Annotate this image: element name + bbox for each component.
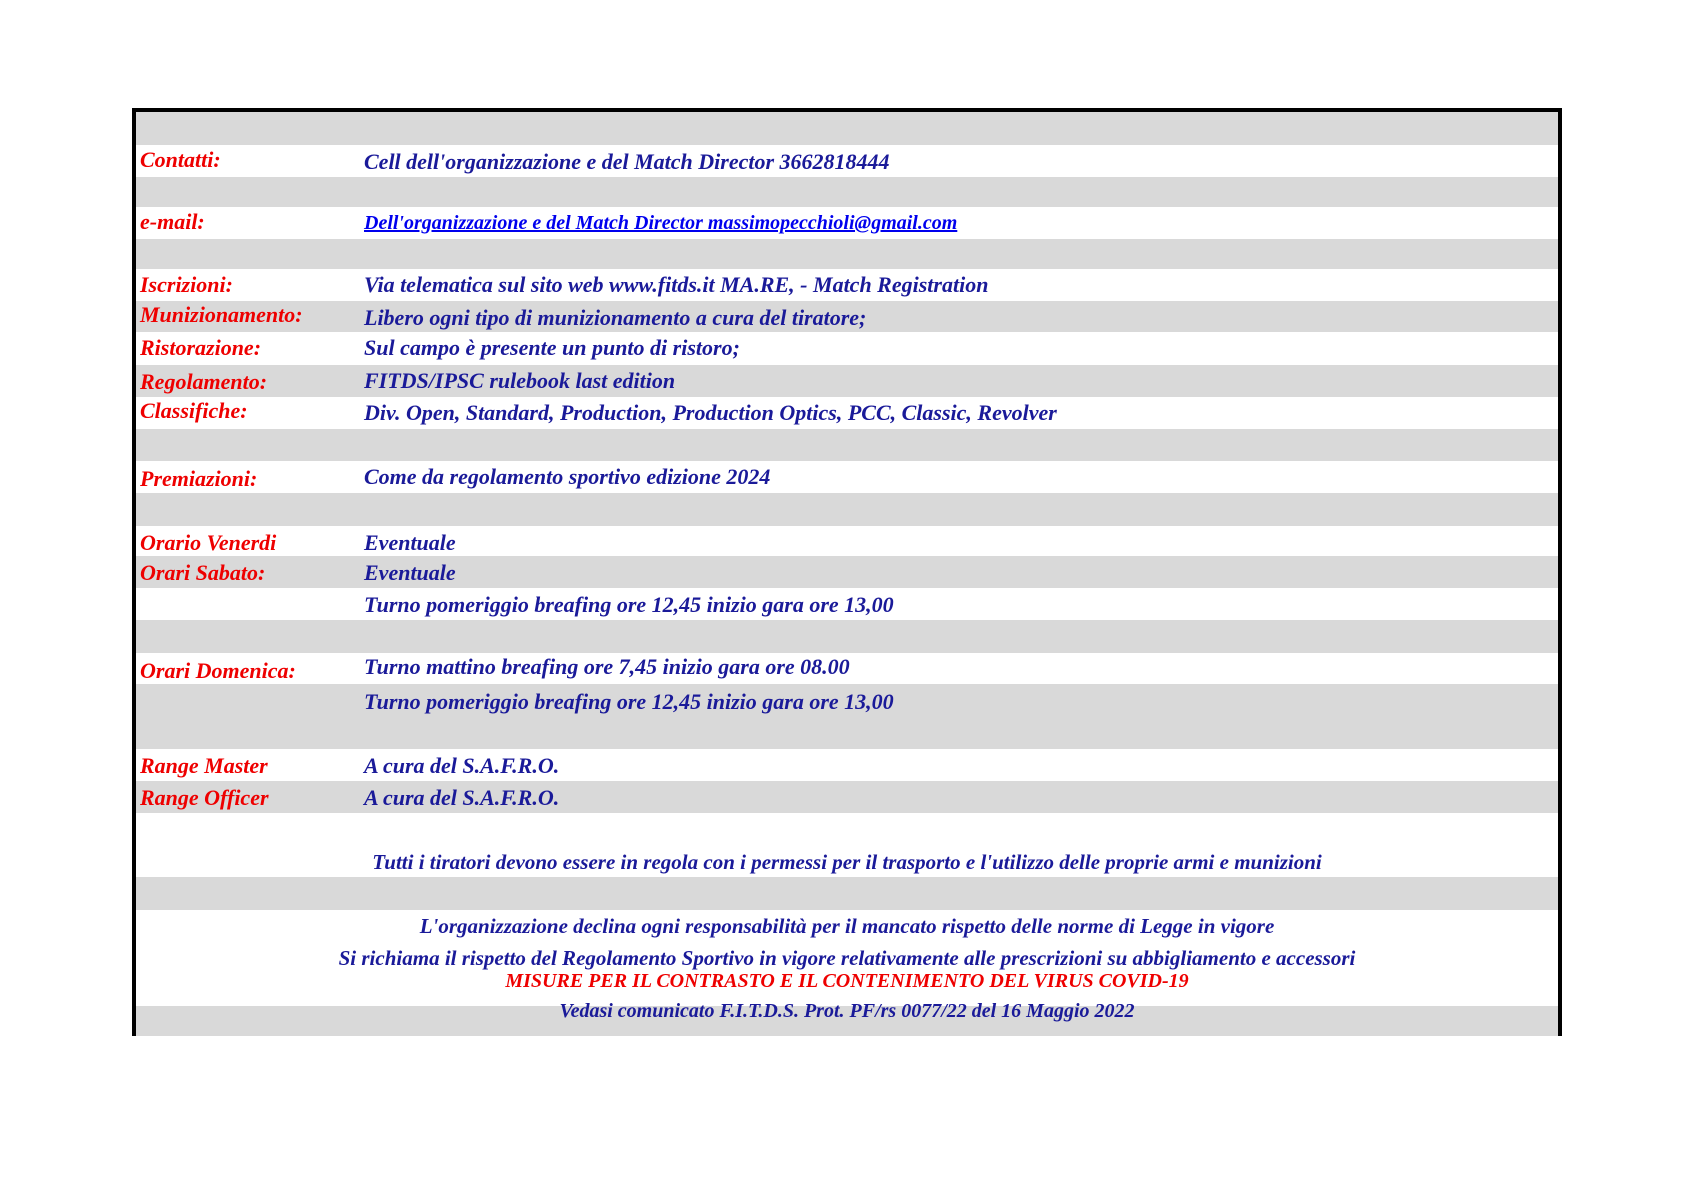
range-officer-row <box>136 781 1558 813</box>
registration-row <box>136 269 1558 301</box>
friday-row <box>136 526 1558 556</box>
range-master-value: A cura del S.A.F.R.O. <box>364 753 560 778</box>
notice-line: Si richiama il rispetto del Regolamento Sportivo in vigore relativamente alle prescrizioni su abbigliamento e accessori <box>338 946 1356 970</box>
covid-section <box>132 968 1562 1032</box>
covid-title: MISURE PER IL CONTRASTO E IL CONTENIMENTO DEL VIRUS COVID-19 <box>505 970 1189 992</box>
sunday-row <box>136 653 1558 684</box>
catering-label: Ristorazione: <box>140 335 262 360</box>
email-label: e-mail: <box>140 209 205 234</box>
saturday-label: Orari Sabato: <box>140 560 266 585</box>
ammunition-row <box>136 301 1558 332</box>
email-link[interactable]: Dell'organizzazione e del Match Director massimopecchioli@gmail.com <box>364 212 958 234</box>
saturday-row <box>136 556 1558 588</box>
saturday-afternoon-value: Turno pomeriggio breafing ore 12,45 inizio gara ore 13,00 <box>364 592 894 617</box>
spacer-row <box>136 429 1558 461</box>
saturday-afternoon-row <box>136 588 1558 620</box>
rules-row <box>136 365 1558 397</box>
range-master-label: Range Master <box>140 753 268 778</box>
registration-value: Via telematica sul sito web www.fitds.it MA.RE, - Match Registration <box>364 272 989 297</box>
contacts-value: Cell dell'organizzazione e del Match Director 3662818444 <box>364 149 890 174</box>
saturday-value: Eventuale <box>364 560 456 585</box>
spacer-row <box>136 177 1558 207</box>
sunday-label: Orari Domenica: <box>140 658 296 683</box>
rules-value: FITDS/IPSC rulebook last edition <box>364 368 676 393</box>
rankings-value: Div. Open, Standard, Production, Production Optics, PCC, Classic, Revolver <box>364 400 1057 425</box>
email-row <box>136 207 1558 239</box>
catering-value: Sul campo è presente un punto di ristoro; <box>364 335 740 360</box>
covid-note: Vedasi comunicato F.I.T.D.S. Prot. PF/rs 0077/22 del 16 Maggio 2022 <box>559 1000 1135 1022</box>
range-officer-value: A cura del S.A.F.R.O. <box>364 785 560 810</box>
spacer-row <box>136 239 1558 269</box>
ammunition-label: Munizionamento: <box>140 302 303 327</box>
rankings-label: Classifiche: <box>140 398 248 423</box>
catering-row <box>136 332 1558 365</box>
spacer-row <box>136 493 1558 526</box>
notices-block <box>136 813 1558 909</box>
registration-label: Iscrizioni: <box>140 272 233 297</box>
event-info-table <box>132 108 1562 1036</box>
spacer-row <box>136 620 1558 653</box>
friday-value: Eventuale <box>364 530 456 555</box>
awards-row <box>136 461 1558 493</box>
rankings-row <box>136 397 1558 429</box>
spacer-row <box>136 112 1558 145</box>
awards-label: Premiazioni: <box>140 466 258 491</box>
sunday-afternoon-row <box>136 684 1558 718</box>
notice-line: L'organizzazione declina ogni responsabilità per il mancato rispetto delle norme di Legge in vigore <box>419 914 1275 938</box>
ammunition-value: Libero ogni tipo di munizionamento a cura del tiratore; <box>364 305 867 330</box>
contacts-label: Contatti: <box>140 147 221 172</box>
friday-label: Orario Venerdi <box>140 530 277 555</box>
range-master-row <box>136 749 1558 781</box>
sunday-morning-value: Turno mattino breafing ore 7,45 inizio gara ore 08.00 <box>364 654 850 679</box>
range-officer-label: Range Officer <box>140 785 269 810</box>
sunday-afternoon-value: Turno pomeriggio breafing ore 12,45 inizio gara ore 13,00 <box>364 689 894 714</box>
awards-value: Come da regolamento sportivo edizione 2024 <box>364 464 771 489</box>
rules-label: Regolamento: <box>140 369 268 394</box>
contacts-row <box>136 145 1558 177</box>
notice-line: Tutti i tiratori devono essere in regola con i permessi per il trasporto e l'utilizzo delle proprie armi e munizioni <box>372 850 1322 874</box>
